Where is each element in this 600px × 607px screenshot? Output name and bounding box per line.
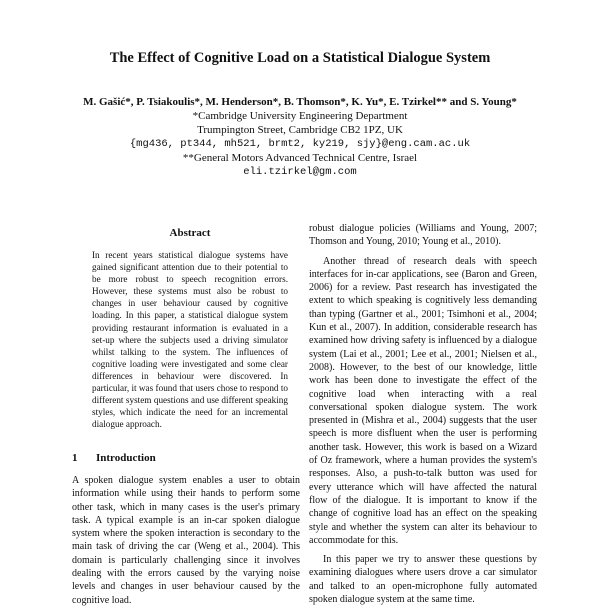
author-block — [0, 95, 600, 179]
section-number: 1 — [72, 452, 78, 464]
right-paragraph-this-paper: In this paper we try to answer these questions by examining dialogues where users drove a car simulator and talked to an open-microphone fully automated spoken dialogue system at the same time. — [309, 554, 537, 606]
right-paragraph-continued: robust dialogue policies (Williams and Young, 2007; Thomson and Young, 2010; Young et al., 2010). — [309, 223, 537, 248]
section-title-text: Introduction — [96, 452, 156, 464]
abstract-text: In recent years statistical dialogue systems have gained significant attention due to their potential to be more robust to speech recognition errors. However, these systems must also be robust to changes in user behaviour caused by cognitive loading. In this paper, a statistical dialogue system providing restaurant information is evaluated in a set-up where the subjects used a driving simulator whilst talking to the system. The influences of cognitive loading were investigated and some clear differences in behaviour were discovered. In particular, it was found that users chose to respond to different system questions and use different speaking styles, which indicate the need for an incremental dialogue approach. — [92, 250, 288, 430]
intro-paragraph: A spoken dialogue system enables a user to obtain information while using their hands to perform some other task, which in many cases is the user's primary task. A typical example is an in-car spoken dialogue system where the spoken interaction is secondary to the main task of driving the car (Weng et al., 2004). This domain is particularly challenging since it involves dealing with the errors caused by the varying noise levels and changes in user behaviour caused by the cognitive load. — [72, 475, 300, 606]
address-cambridge: Trumpington Street, Cambridge CB2 1PZ, UK — [197, 124, 403, 136]
left-column-body — [72, 474, 300, 607]
right-paragraph-in-car-research: Another thread of research deals with speech interfaces for in-car applications, see (Baron and Green, 2006) for a review. Past research has investigated the extent to which speaking is cognitively less demanding than typing (Gartner et al., 2001; Tsimhoni et al., 2004; Kun et al., 2007). In addition, considerable research has examined how driving safety is influenced by a dialogue system (Lai et al., 2001; Lee et al., 2001; Nielsen et al., 2008). However, to the best of our knowledge, little work has been done to investigate the effect of the cognitive load when interacting with a real conversational spoken dialogue system. The work presented in (Mishra et al., 2004) suggests that the user speech is more disfluent when the user is performing another task. However, this work is based on a Wizard of Oz framework, where a human provides the system's responses. Also, a push-to-talk button was used for every utterance which will have affected the natural flow of the dialogue. It is important to know if the change of cognitive load has an effect on the speaking style and whether the system can alter its behaviour to accommodate for this. — [309, 255, 537, 546]
affiliation-gm: **General Motors Advanced Technical Centre, Israel — [182, 152, 418, 164]
right-column-body — [309, 222, 537, 606]
paper-title: The Effect of Cognitive Load on a Statistical Dialogue System — [109, 50, 491, 66]
emails-cambridge: {mg436, pt344, mh521, brmt2, ky219, sjy}@eng.cam.ac.uk — [129, 138, 471, 150]
email-gm: eli.tzirkel@gm.com — [243, 166, 357, 178]
abstract-heading: Abstract — [169, 227, 211, 239]
author-names: M. Gašić*, P. Tsiakoulis*, M. Henderson*, B. Thomson*, K. Yu*, E. Tzirkel** and S. Young* — [83, 96, 517, 108]
section-heading-introduction — [72, 452, 156, 464]
affiliation-cambridge: *Cambridge University Engineering Department — [192, 110, 408, 122]
